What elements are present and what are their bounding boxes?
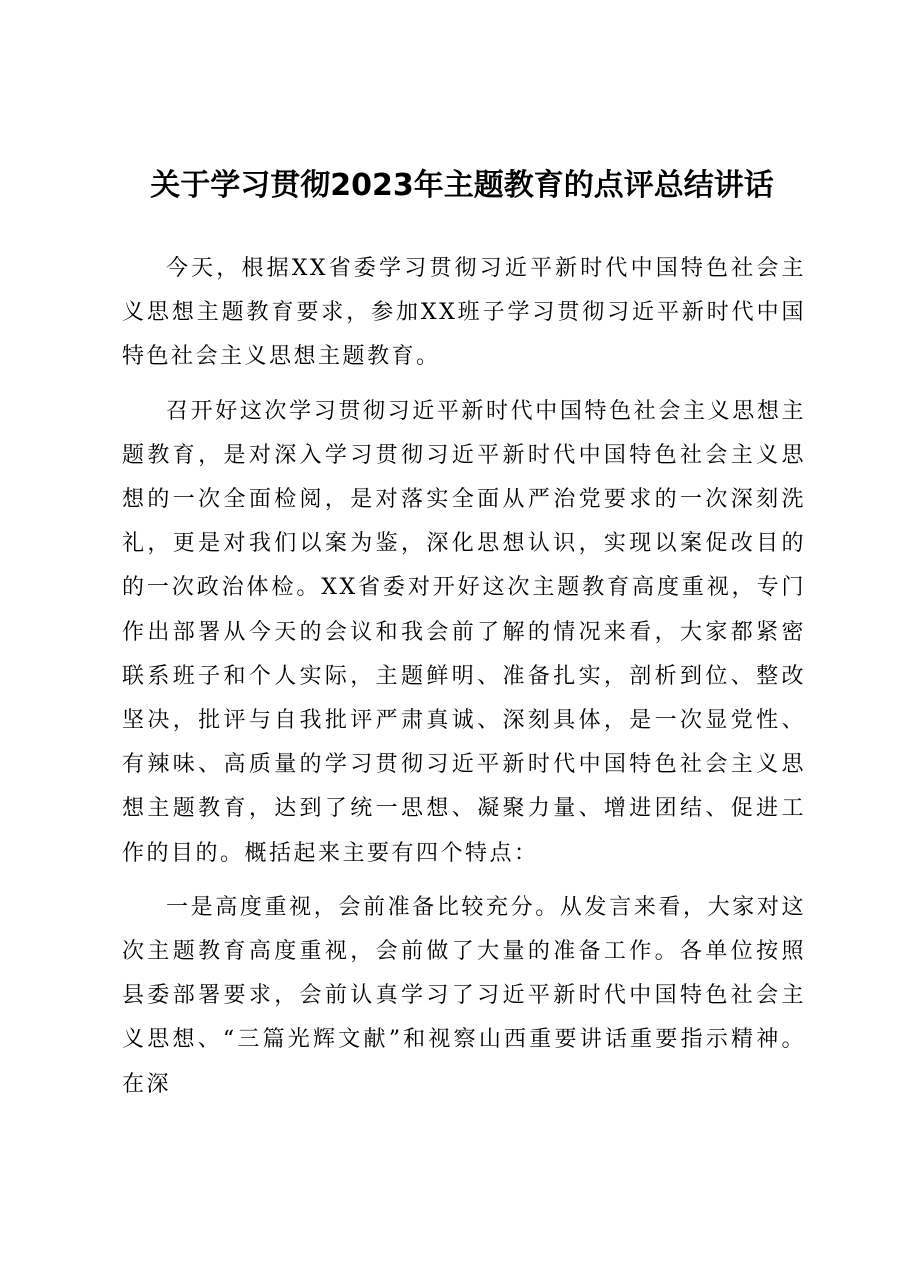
paragraph-intro: 今天，根据XX省委学习贯彻习近平新时代中国特色社会主义思想主题教育要求，参加XX班子学习贯彻习近平新时代中国特色社会主义思想主题教育。 xyxy=(122,256,806,370)
paragraph-overview: 召开好这次学习贯彻习近平新时代中国特色社会主义思想主题教育，是对深入学习贯彻习近平新时代中国特色社会主义思想的一次全面检阅，是对落实全面从严治党要求的一次深刻洗礼，更是对我们以案为鉴，深化思想认识，实现以案促改目的的一次政治体检。XX省委对开好这次主题教育高度重视，专门作出部署从今天的会议和我会前了解的情况来看，大家都紧密联系班子和个人实际，主题鲜明、准备扎实，剖析到位、整改坚决，批评与自我批评严肃真诚、深刻具体，是一次显党性、有辣味、高质量的学习贯彻习近平新时代中国特色社会主义思想主题教育，达到了统一思想、凝聚力量、增进团结、促进工作的目的。概括起来主要有四个特点： xyxy=(122,398,806,866)
document-title: 关于学习贯彻2023年主题教育的点评总结讲话 xyxy=(150,168,774,203)
document-body xyxy=(122,247,806,1117)
paragraph-point-one: 一是高度重视，会前准备比较充分。从发言来看，大家对这次主题教育高度重视，会前做了大量的准备工作。各单位按照县委部署要求，会前认真学习了习近平新时代中国特色社会主义思想、“三篇光辉文献”和视察山西重要讲话重要指示精神。在深 xyxy=(122,894,806,1097)
